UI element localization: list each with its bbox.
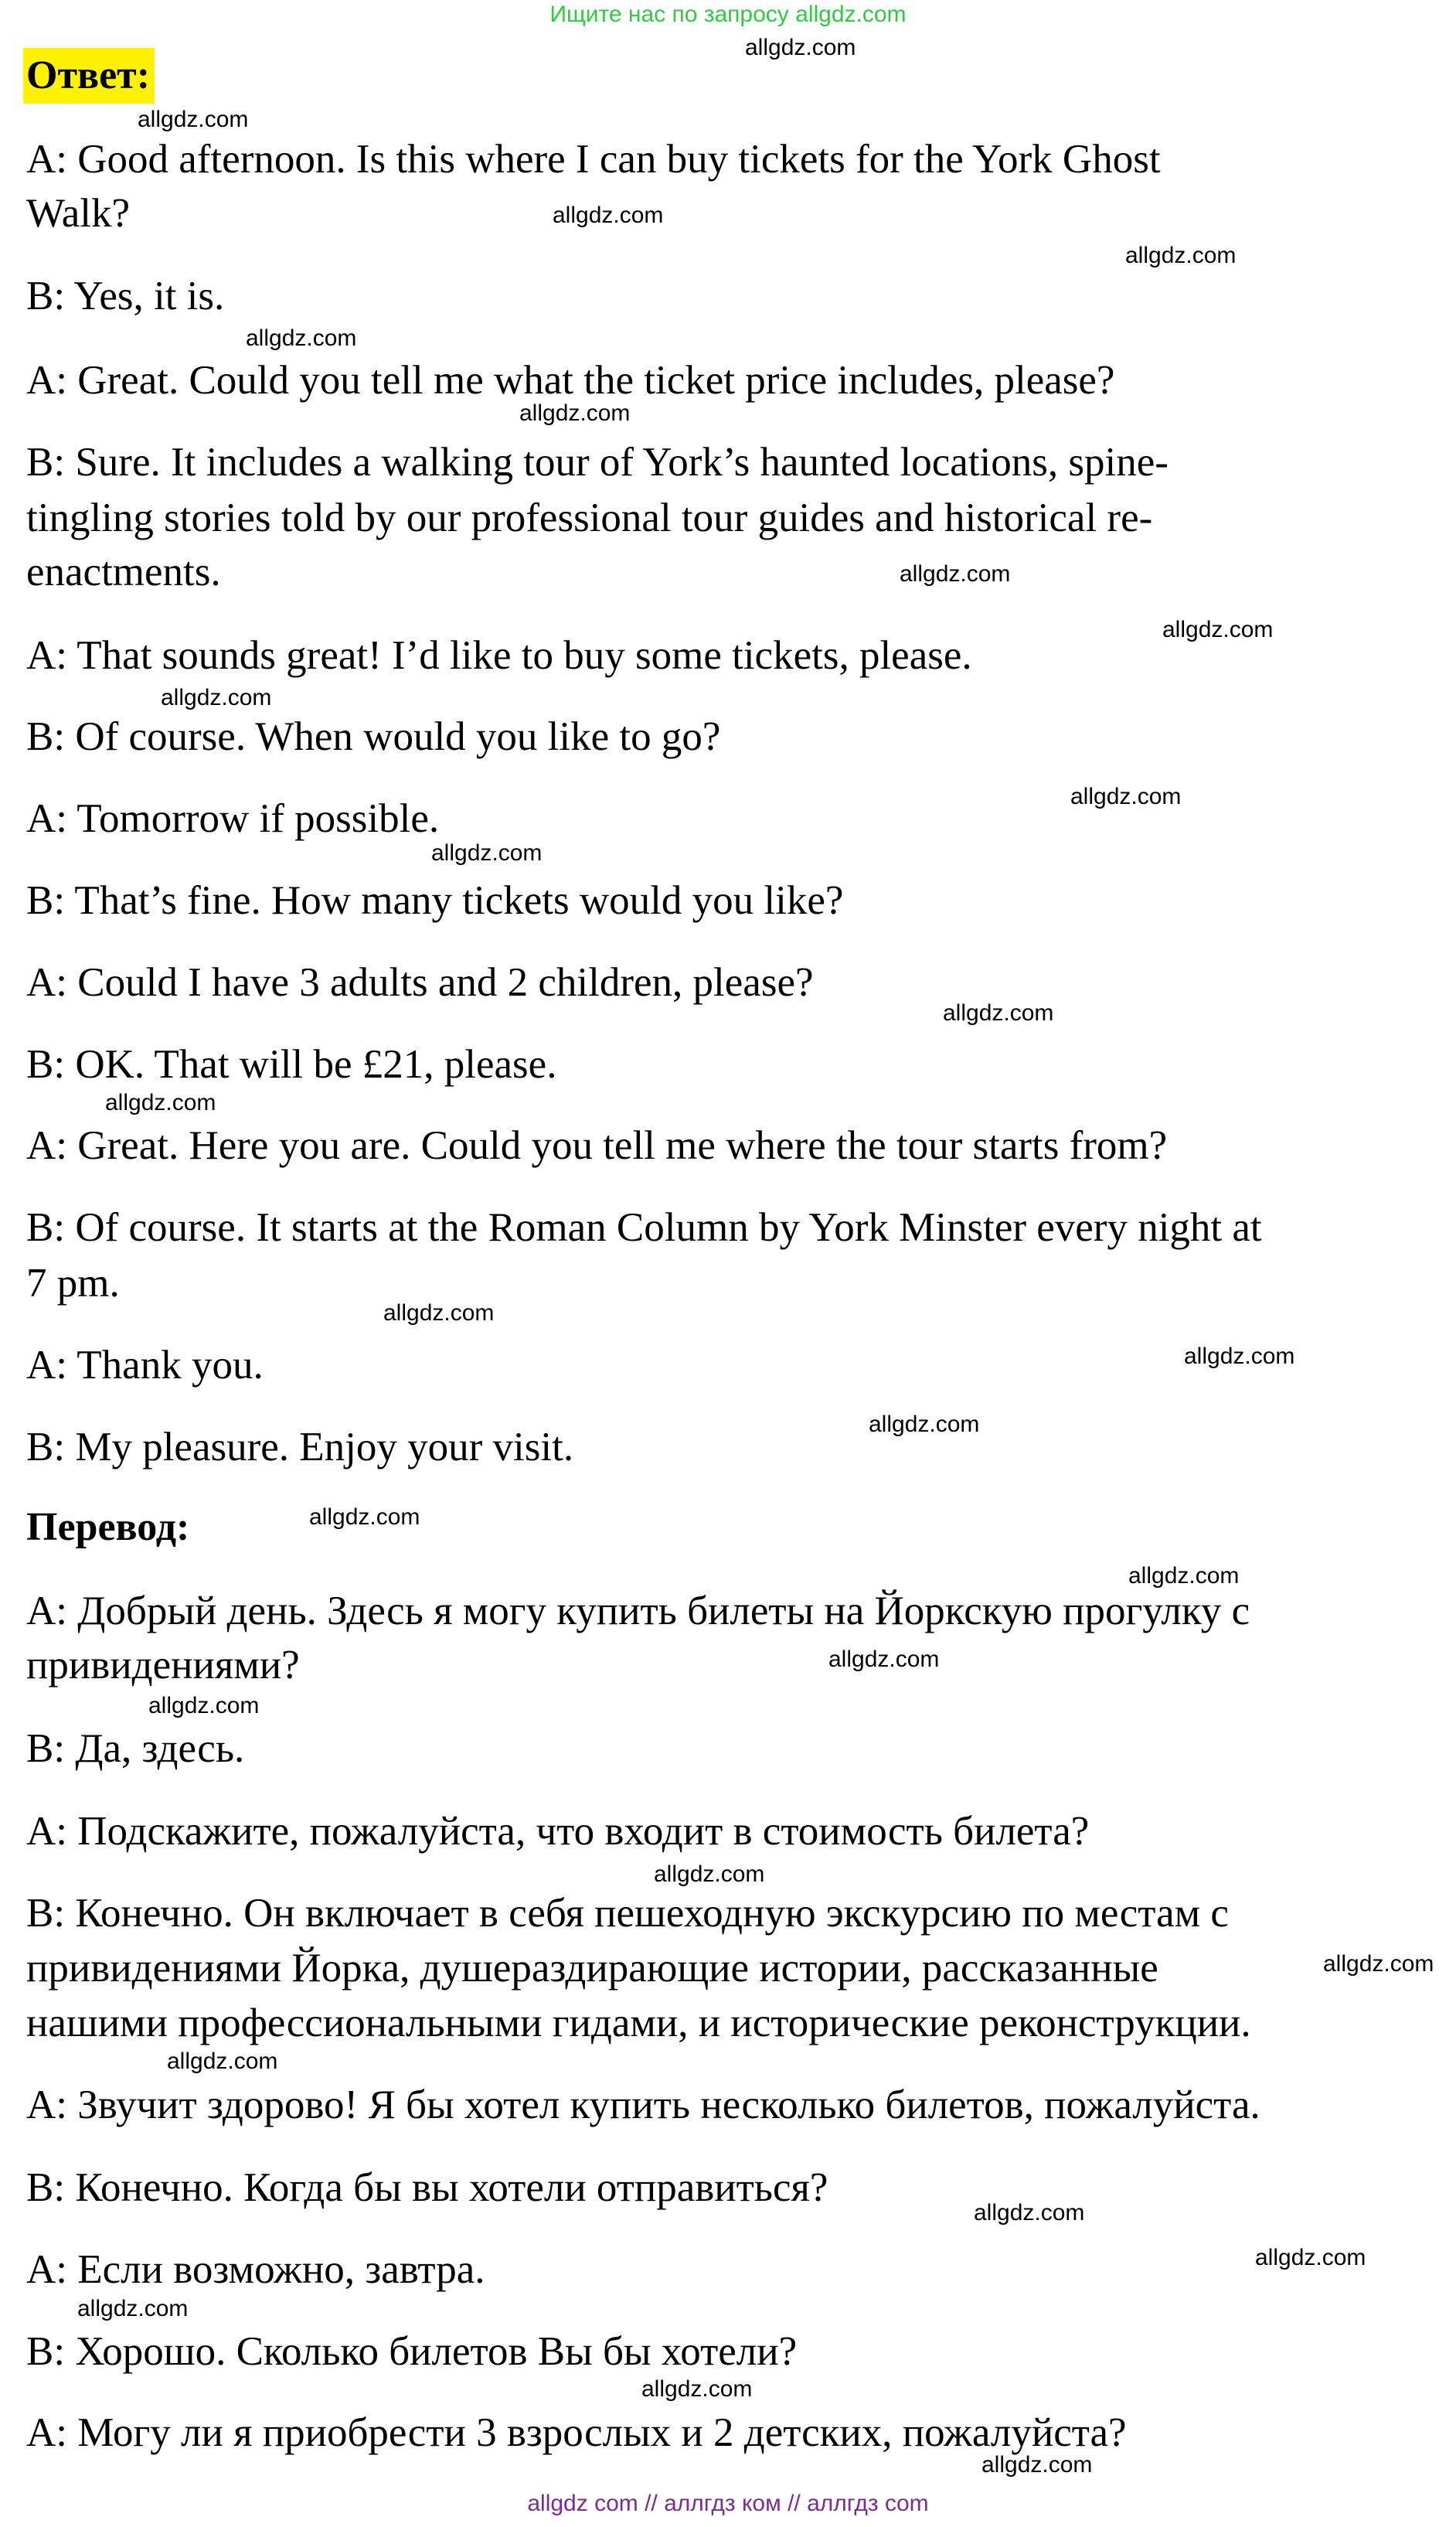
answer-line: B: That’s fine. How many tickets would you like? — [26, 878, 844, 923]
watermark: allgdz.com — [654, 1861, 765, 1887]
watermark: allgdz.com — [105, 1090, 216, 1115]
translation-line: А: Могу ли я приобрести 3 взрослых и 2 детских, пожалуйста? — [26, 2410, 1127, 2455]
translation-line: А: Добрый день. Здесь я могу купить билеты на Йоркскую прогулку с — [26, 1589, 1250, 1633]
watermark: allgdz.com — [519, 400, 631, 426]
footer-banner: allgdz com // аллгдз ком // аллгдз сom — [527, 2491, 929, 2516]
watermark: allgdz.com — [167, 2049, 278, 2074]
watermark: allgdz.com — [1125, 243, 1237, 268]
watermark: allgdz.com — [641, 2376, 753, 2402]
answer-line: A: Thank you. — [26, 1343, 264, 1388]
translation-line: В: Да, здесь. — [26, 1726, 245, 1771]
answer-line: B: OK. That will be £21, please. — [26, 1042, 557, 1087]
watermark: allgdz.com — [309, 1504, 420, 1530]
watermark: allgdz.com — [974, 2200, 1085, 2226]
watermark: allgdz.com — [828, 1647, 940, 1672]
translation-line: А: Подскажите, пожалуйста, что входит в стоимость билета? — [26, 1809, 1090, 1854]
answer-line: B: My pleasure. Enjoy your visit. — [26, 1425, 574, 1470]
translation-heading: Перевод: — [26, 1505, 190, 1549]
watermark: allgdz.com — [1184, 1344, 1295, 1369]
watermark: allgdz.com — [148, 1693, 260, 1718]
answer-line: B: Sure. It includes a walking tour of York’s haunted locations, spine- — [26, 440, 1169, 485]
watermark: allgdz.com — [431, 840, 543, 866]
answer-line: A: Good afternoon. Is this where I can buy tickets for the York Ghost — [26, 137, 1161, 182]
watermark: allgdz.com — [981, 2452, 1093, 2478]
watermark: allgdz.com — [553, 203, 664, 228]
answer-line: B: Yes, it is. — [26, 274, 225, 318]
watermark: allgdz.com — [161, 685, 272, 710]
answer-line: A: Tomorrow if possible. — [26, 796, 440, 841]
answer-line: enactments. — [26, 550, 221, 594]
watermark: allgdz.com — [246, 325, 357, 351]
translation-line: В: Хорошо. Сколько билетов Вы бы хотели? — [26, 2329, 798, 2374]
watermark: allgdz.com — [745, 35, 856, 60]
translation-line: В: Конечно. Когда бы вы хотели отправиться? — [26, 2165, 828, 2210]
watermark: allgdz.com — [383, 1300, 495, 1326]
watermark: allgdz.com — [1128, 1563, 1240, 1589]
watermark: allgdz.com — [869, 1412, 980, 1437]
answer-line: A: Great. Here you are. Could you tell me where the tour starts from? — [26, 1123, 1168, 1168]
watermark: allgdz.com — [1162, 617, 1274, 642]
answer-line: 7 pm. — [26, 1261, 120, 1306]
answer-line: A: Could I have 3 adults and 2 children, please? — [26, 960, 814, 1005]
translation-line: А: Звучит здорово! Я бы хотел купить несколько билетов, пожалуйста. — [26, 2083, 1260, 2127]
translation-line: нашими профессиональными гидами, и исторические реконструкции. — [26, 2001, 1251, 2045]
watermark: allgdz.com — [77, 2296, 189, 2321]
answer-line: Walk? — [26, 191, 131, 236]
watermark: allgdz.com — [138, 107, 249, 132]
translation-line: А: Если возможно, завтра. — [26, 2247, 485, 2292]
answer-heading: Ответ: — [23, 48, 155, 104]
translation-line: привидениями? — [26, 1643, 300, 1688]
translation-line: В: Конечно. Он включает в себя пешеходную экскурсию по местам с — [26, 1891, 1229, 1936]
answer-line: A: Great. Could you tell me what the ticket price includes, please? — [26, 358, 1115, 403]
watermark: allgdz.com — [1255, 2245, 1366, 2270]
watermark: allgdz.com — [1323, 1951, 1434, 1977]
top-search-banner: Ищите нас по запросу allgdz.com — [549, 2, 907, 27]
translation-line: привидениями Йорка, душераздирающие истории, рассказанные — [26, 1946, 1158, 1991]
answer-line: B: Of course. It starts at the Roman Column by York Minster every night at — [26, 1205, 1262, 1250]
watermark: allgdz.com — [900, 561, 1011, 587]
answer-line: tingling stories told by our professional tour guides and historical re- — [26, 496, 1153, 540]
watermark: allgdz.com — [943, 1000, 1054, 1026]
watermark: allgdz.com — [1070, 784, 1182, 809]
answer-line: B: Of course. When would you like to go? — [26, 714, 721, 759]
answer-line: A: That sounds great! I’d like to buy some tickets, please. — [26, 633, 972, 678]
